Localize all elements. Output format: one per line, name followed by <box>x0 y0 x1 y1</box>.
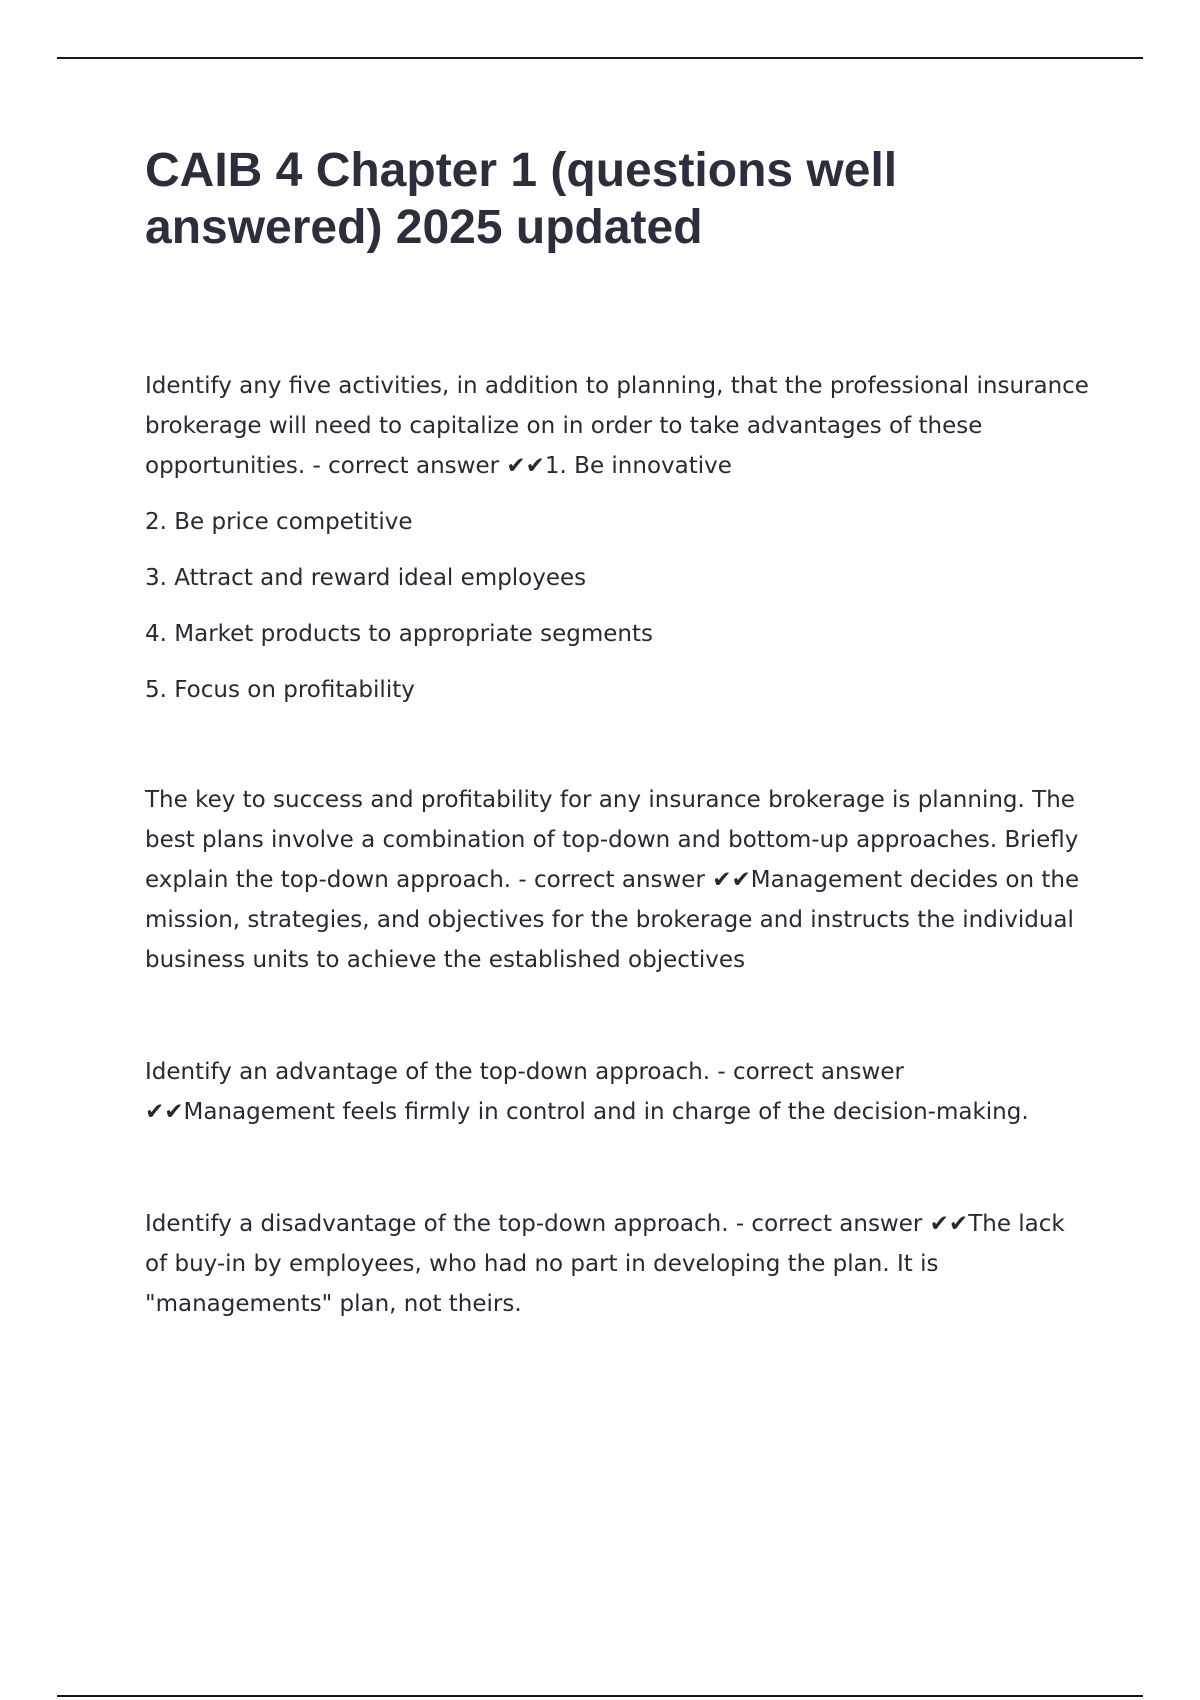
header-rule <box>57 57 1143 59</box>
qa-question-3: Identify an advantage of the top-down approach. - correct answer ✔✔Management feels firmly in control and in charge of the decision-making. <box>145 1059 1029 1125</box>
qa-question-2: The key to success and profitability for any insurance brokerage is planning. The best plans involve a combination of top-down and bottom-up approaches. Briefly explain the top-down approach. - correct answer ✔✔Management decides on the mission, strategies, and objectives for the brokerage and instructs the individual business units to achieve the established objectives <box>145 787 1080 973</box>
answer-list-item: 5. Focus on profitability <box>145 677 415 703</box>
footer-rule <box>57 1695 1143 1697</box>
answer-list-item: 3. Attract and reward ideal employees <box>145 565 587 591</box>
qa-question-1: Identify any five activities, in addition to planning, that the professional insurance brokerage will need to capitalize on in order to take advantages of these opportunities. - correct answer ✔✔1. Be innovative <box>145 373 1089 479</box>
qa-question-4: Identify a disadvantage of the top-down approach. - correct answer ✔✔The lack of buy-in by employees, who had no part in developing the plan. It is "managements" plan, not theirs. <box>145 1211 1065 1317</box>
answer-list-item: 4. Market products to appropriate segments <box>145 621 653 647</box>
document-title: CAIB 4 Chapter 1 (questions well answered) 2025 updated <box>145 144 898 254</box>
document-body <box>145 142 1090 1324</box>
answer-list-item: 2. Be price competitive <box>145 509 413 535</box>
